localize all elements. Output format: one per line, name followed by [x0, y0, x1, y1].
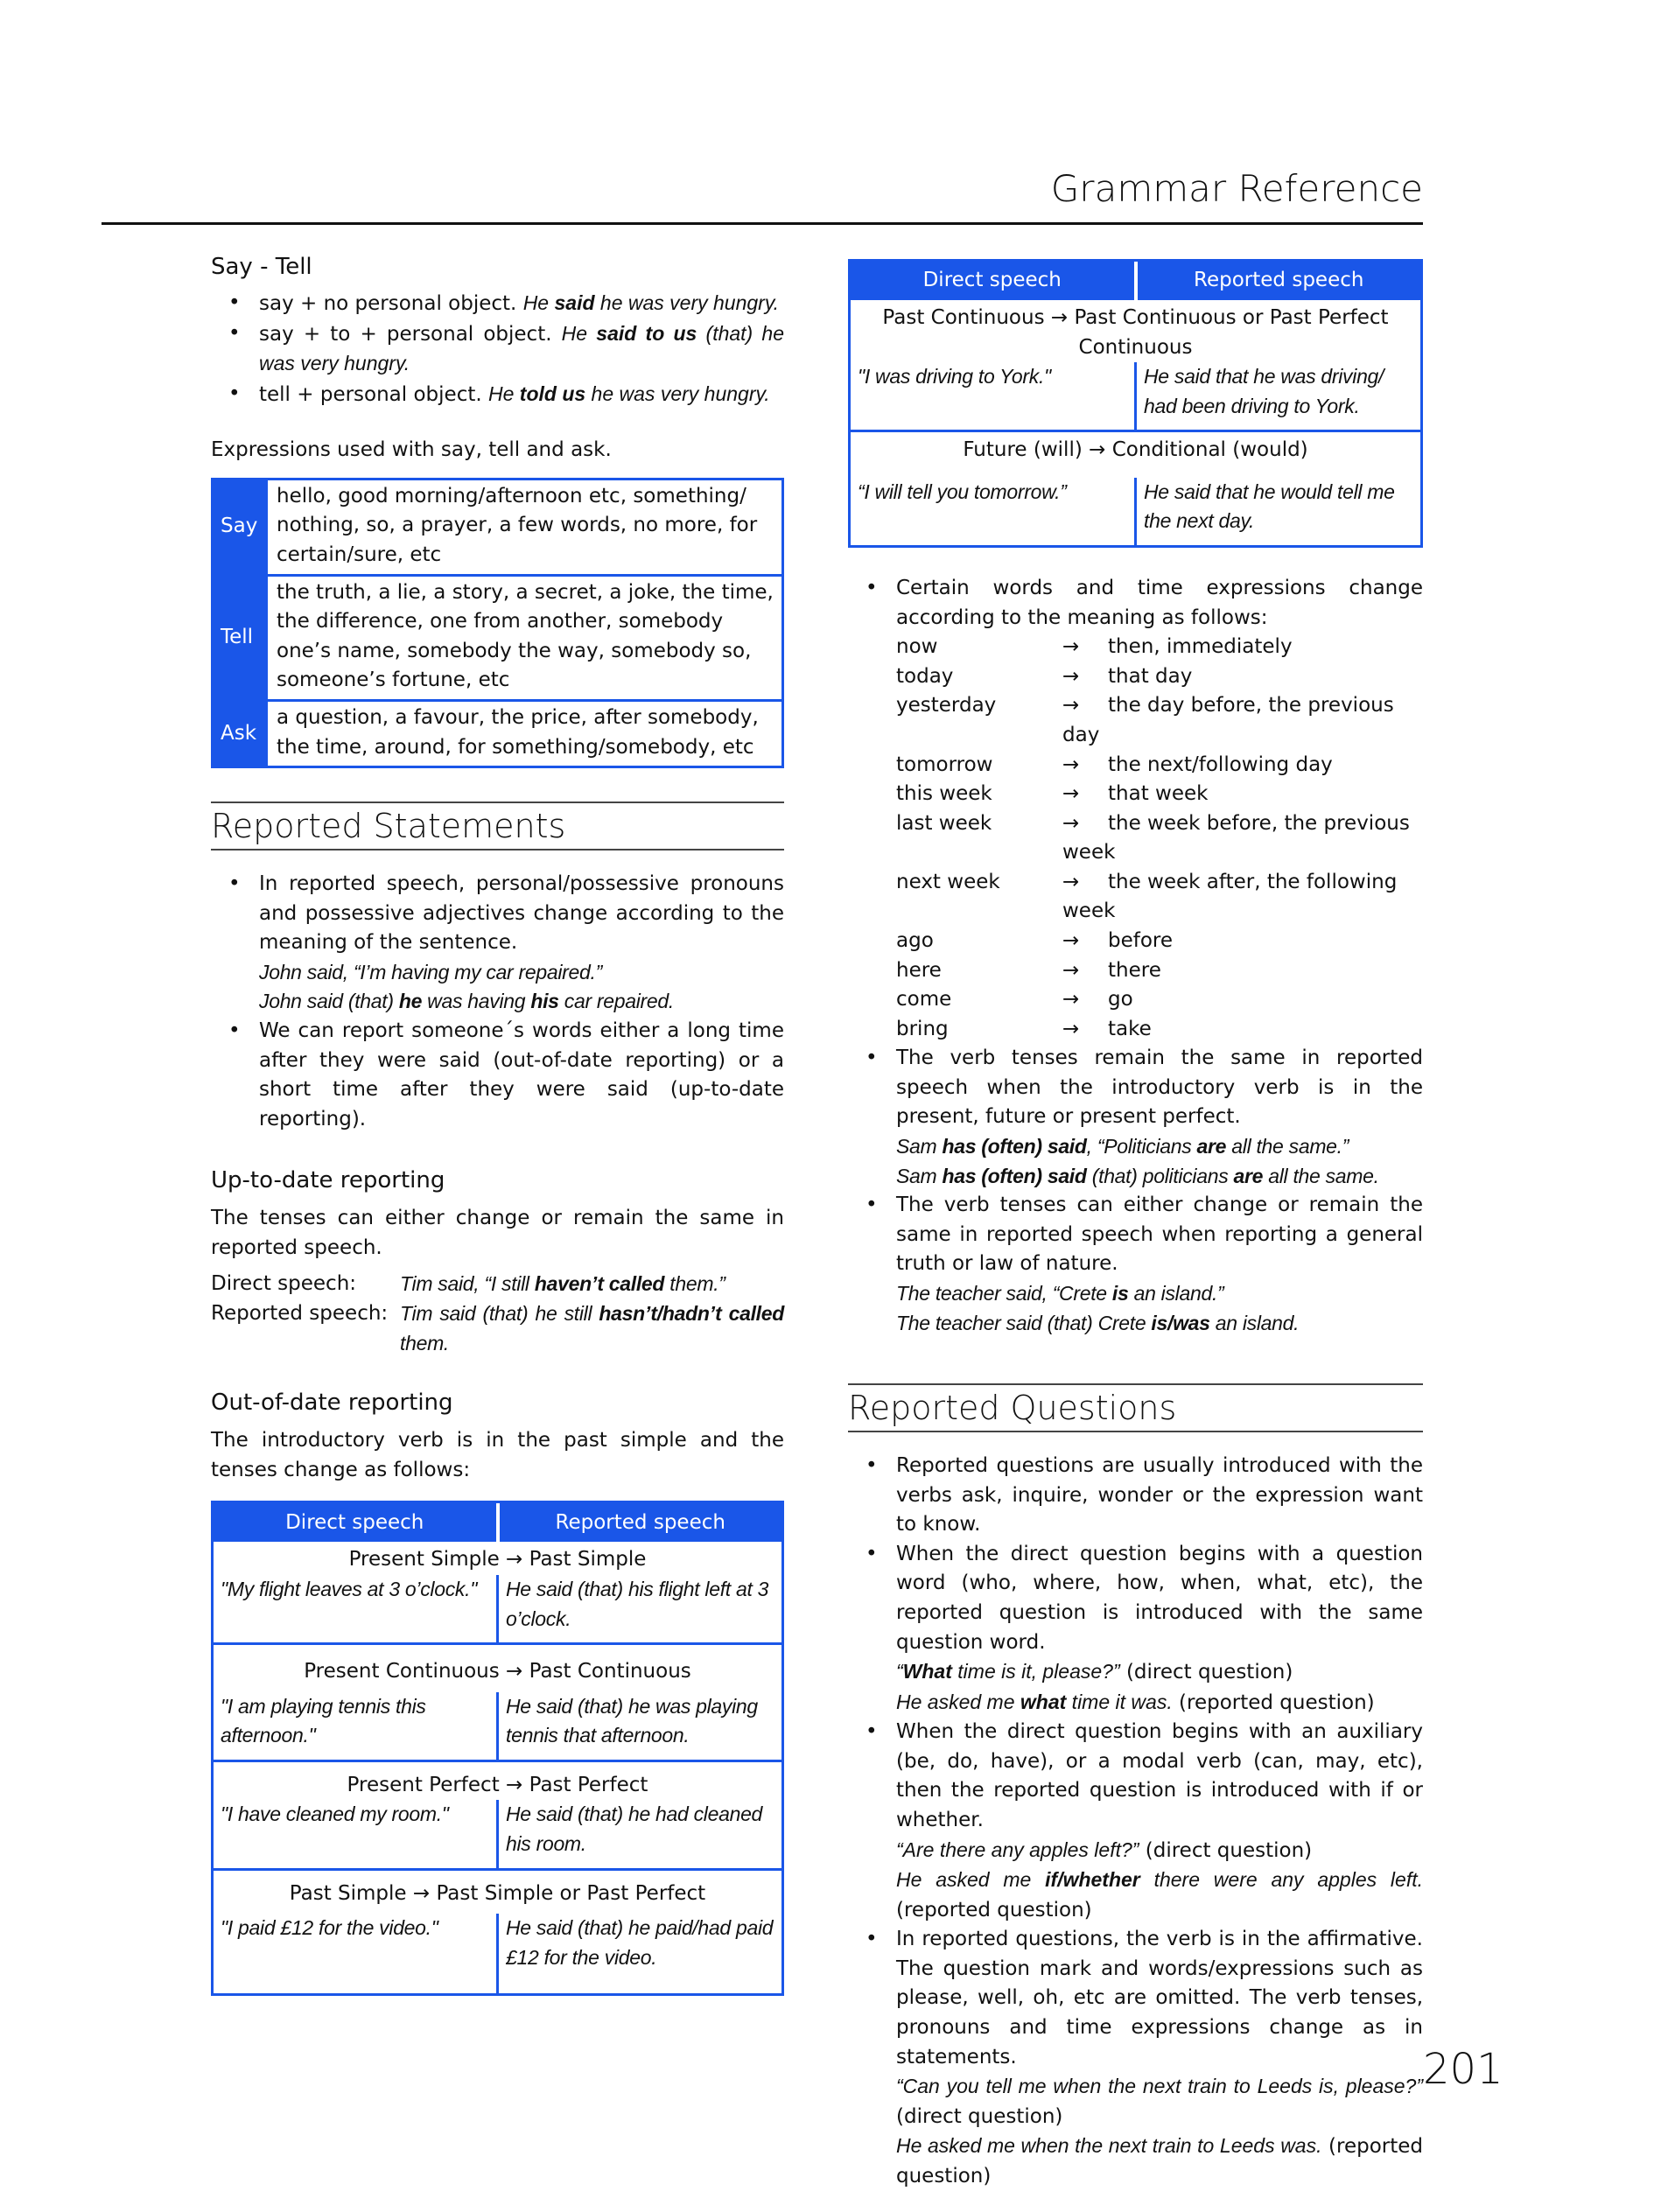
example	[896, 2072, 1423, 2132]
list-item	[211, 380, 784, 410]
column-header: Direct speech	[851, 262, 1138, 300]
map-to	[1062, 662, 1423, 692]
time-to: there	[1108, 958, 1161, 982]
table-cells	[851, 478, 1420, 545]
list-item	[848, 1044, 1423, 1191]
reported-example	[400, 1299, 784, 1358]
example	[896, 1162, 1423, 1192]
reported-cell: He said (that) he had cleaned his room.	[506, 1802, 763, 1855]
arrow-icon: →	[1062, 782, 1080, 806]
example-part: all the same.	[1263, 1164, 1379, 1187]
time-to: before	[1108, 928, 1174, 952]
example-part: The teacher said, “Crete	[896, 1281, 1112, 1305]
keyword: may	[1315, 1749, 1360, 1773]
example-part: Tim said (that) he still	[400, 1302, 599, 1326]
text: .	[605, 438, 612, 462]
text: , etc), the reported question is introduced with the same question word.	[896, 1572, 1424, 1654]
table-cells	[214, 1914, 781, 1993]
tense-rule: Present Perfect → Past Perfect	[347, 1773, 648, 1796]
expressions-intro	[211, 436, 784, 466]
example-italic: “Can you tell me when the next train to Leeds is, please?”	[896, 2075, 1423, 2098]
arrow-icon: →	[1062, 988, 1080, 1012]
example-part: he was very hungry.	[585, 382, 770, 405]
text: , etc are omitted. The verb tenses, pronouns and time expressions change as in statements.	[896, 1986, 1424, 2068]
example-bold: haven’t called	[534, 1272, 665, 1296]
text: , etc), then the reported question is introduced with	[896, 1749, 1423, 1802]
left-column	[211, 252, 784, 1996]
map-from	[896, 927, 1062, 956]
time-expressions-list	[848, 574, 1423, 633]
keyword: ask	[961, 1483, 997, 1507]
arrow-icon: →	[1062, 811, 1080, 835]
map-from	[896, 633, 1062, 662]
example-part: all the same.”	[1226, 1135, 1349, 1158]
list-item	[848, 1925, 1423, 2191]
text: ,	[996, 1483, 1013, 1507]
time-to: the next/following day	[1108, 752, 1333, 776]
arrow-icon: →	[1062, 635, 1080, 659]
list-item	[848, 1540, 1423, 1718]
example-italic	[896, 1868, 1423, 1891]
time-to: the week before, the previous week	[1062, 811, 1410, 864]
time-to: take	[1108, 1017, 1152, 1040]
arrow-icon: →	[1062, 694, 1080, 718]
map-from	[896, 809, 1062, 868]
map-from	[896, 1015, 1062, 1045]
up-to-date-text: The tenses can either change or remain the same in reported speech.	[211, 1207, 784, 1259]
table-cells	[214, 1575, 781, 1642]
text: or the expression	[1173, 1483, 1374, 1507]
reported-questions-title: Reported Questions	[848, 1383, 1423, 1432]
say-tell-list	[211, 289, 784, 410]
up-to-date-heading: Up-to-date reporting	[211, 1167, 445, 1194]
say-tell-heading: Say - Tell	[211, 254, 312, 280]
text: ,	[1094, 1572, 1118, 1595]
map-from	[896, 691, 1062, 750]
direct-cell: "I have cleaned my room."	[214, 1800, 499, 1867]
direct-cell: "I was driving to York."	[851, 362, 1137, 430]
tense-table-continued	[848, 259, 1423, 548]
map-to	[1062, 809, 1423, 868]
keyword: oh	[1033, 1986, 1059, 2010]
table-row	[214, 1542, 781, 1642]
text: or	[1392, 1779, 1424, 1802]
keyword: what	[1257, 1572, 1307, 1595]
map-to	[1062, 633, 1423, 662]
example-part: an island.	[1209, 1311, 1300, 1334]
example	[488, 382, 770, 405]
example-part: time is it, please?”	[951, 1660, 1120, 1684]
time-from: bring	[896, 1017, 949, 1040]
keyword: say	[440, 438, 476, 462]
direct-cell: “I will tell you tomorrow.”	[851, 478, 1137, 545]
right-column	[848, 259, 1423, 2192]
example-part: was having	[422, 990, 531, 1013]
reported-cell: He said (that) he was playing tennis that afternoon.	[506, 1694, 758, 1747]
text: ,	[475, 438, 489, 462]
arrow-icon: →	[1062, 1017, 1080, 1040]
example-part: (that) politicians	[1086, 1164, 1234, 1187]
direct-label: Direct speech:	[211, 1272, 357, 1296]
example-part: Tim said, “I still	[400, 1272, 535, 1296]
example-part: The teacher said (that) Crete	[896, 1311, 1152, 1334]
map-from	[896, 751, 1062, 780]
example-bold: has (often) said	[942, 1135, 1087, 1158]
page-title: Grammar Reference	[1050, 167, 1423, 210]
example-part: (that) he was very hungry.	[259, 321, 785, 375]
rule-text: say + to + personal object.	[259, 322, 562, 346]
text: ), or a modal verb (	[1040, 1749, 1262, 1773]
map-to	[1062, 751, 1423, 780]
example-bold: are	[1233, 1164, 1264, 1187]
table-row	[851, 430, 1420, 545]
keyword: well	[978, 1986, 1018, 2010]
rule-text: say + no personal object.	[259, 292, 523, 315]
map-to	[1062, 868, 1423, 927]
table-key: Ask	[214, 702, 268, 766]
text: ,	[962, 1986, 978, 2010]
reported-cell: He said that he would tell me the next day.	[1144, 480, 1395, 533]
keyword: when	[1180, 1572, 1236, 1595]
time-from: tomorrow	[896, 752, 993, 776]
keyword: who	[969, 1572, 1011, 1595]
page-number: 201	[1423, 2045, 1503, 2094]
example-note: (direct question)	[896, 2104, 1063, 2128]
text: ,	[1017, 1986, 1034, 2010]
example-bold: he	[398, 990, 423, 1013]
text: and	[520, 438, 571, 462]
direct-example	[400, 1270, 784, 1299]
example-italic	[896, 1690, 1173, 1713]
text: ,	[1158, 1572, 1181, 1595]
keyword: tell	[488, 438, 521, 462]
bullet-text: The verb tenses remain the same in reported speech when the introductory verb is in the present, future or present perfect.	[896, 1046, 1423, 1129]
table-value: the truth, a lie, a story, a secret, a joke, the time, the difference, one from another, somebody one’s name, somebody the way, somebody so, someone’s fortune, etc	[277, 580, 774, 692]
map-from	[896, 662, 1062, 692]
reported-cell: He said (that) his flight left at 3 o’clock.	[506, 1577, 769, 1630]
column-header: Reported speech	[555, 1510, 725, 1534]
reported-statements-title: Reported Statements	[211, 802, 784, 850]
table-row	[214, 1642, 781, 1760]
example-part: them.”	[664, 1272, 725, 1296]
tense-rules-list	[848, 1044, 1423, 1338]
example-bold: is	[1111, 1281, 1129, 1305]
example	[896, 1836, 1423, 1866]
table-row	[214, 1760, 781, 1868]
list-item	[211, 870, 784, 1017]
example-part: time it was.	[1066, 1690, 1173, 1713]
text: Expressions used with	[211, 438, 441, 462]
example	[896, 2132, 1423, 2191]
example-note: (reported question)	[896, 2135, 1423, 2188]
list-item	[848, 1191, 1423, 1338]
table-header	[851, 262, 1420, 300]
list-item	[211, 319, 784, 380]
text: .	[974, 1513, 981, 1536]
example-note: (reported question)	[896, 1898, 1092, 1922]
keyword: if	[1380, 1779, 1393, 1802]
example-bold: are	[1196, 1135, 1227, 1158]
map-to	[1062, 927, 1423, 956]
text: ,	[1010, 1572, 1034, 1595]
example	[523, 291, 779, 314]
arrow-icon: →	[1062, 928, 1080, 952]
text: .	[977, 1809, 984, 1832]
bullet-text: The verb tenses can either change or remain the same in reported speech when reporting a general truth or law of nature.	[896, 1194, 1423, 1276]
text: ,	[972, 1749, 991, 1773]
keyword: please	[896, 1986, 963, 2010]
column-header: Reported speech	[1194, 269, 1364, 292]
table-value: a question, a favour, the price, after somebody, the time, around, for something/somebody, etc	[277, 705, 759, 759]
example-bold: said	[554, 291, 595, 314]
example	[896, 1688, 1423, 1718]
example	[896, 1309, 1423, 1339]
time-from: last week	[896, 811, 992, 835]
time-from: yesterday	[896, 694, 997, 718]
table-value: hello, good morning/afternoon etc, something/ nothing, so, a prayer, a few words, no more, for certain/sure, etc	[277, 484, 758, 567]
example: John said, “I’m having my car repaired.”	[259, 960, 602, 984]
time-from: come	[896, 988, 952, 1012]
direct-cell: "I paid £12 for the video."	[214, 1914, 499, 1993]
example	[896, 1132, 1423, 1162]
keyword: do	[947, 1749, 973, 1773]
example-bold: is/was	[1151, 1311, 1210, 1334]
time-expression-map	[848, 633, 1423, 1044]
example	[896, 1279, 1423, 1309]
example-part: He asked me	[896, 1868, 1046, 1892]
example-bold: has (often) said	[942, 1164, 1087, 1187]
say-tell-ask-table	[211, 478, 784, 768]
example-note: (direct question)	[1139, 1838, 1313, 1862]
map-to	[1062, 956, 1423, 986]
table-row	[851, 300, 1420, 430]
table-cells	[214, 1800, 781, 1867]
keyword: inquire	[1012, 1483, 1083, 1507]
table-key: Say	[214, 480, 268, 574]
list-item: • Certain words and time expressions change according to the meaning as follows:	[848, 574, 1423, 633]
map-from	[896, 780, 1062, 809]
example-bold: told us	[519, 382, 586, 405]
keyword: how	[1117, 1572, 1159, 1595]
time-to: then, immediately	[1108, 635, 1293, 659]
reported-statements-list	[211, 870, 784, 1134]
example-bold: what	[1020, 1690, 1067, 1713]
map-to	[1062, 985, 1423, 1015]
speech-example	[211, 1270, 784, 1358]
direct-cell: "I am playing tennis this afternoon."	[214, 1692, 499, 1760]
map-to	[1062, 1015, 1423, 1045]
time-from: now	[896, 635, 938, 659]
example-bold: What	[902, 1660, 952, 1684]
keyword: ask	[571, 438, 606, 462]
text: Reported questions are usually introduced with the verbs	[896, 1454, 1423, 1507]
example	[896, 1657, 1423, 1688]
keyword: want to know	[896, 1483, 1423, 1536]
reported-questions-list	[848, 1452, 1423, 2191]
tense-rule: Past Continuous → Past Continuous or Past Perfect Continuous	[882, 306, 1389, 359]
example-part: , “Politicians	[1086, 1135, 1197, 1158]
table-row	[214, 574, 781, 699]
time-from: here	[896, 958, 942, 982]
time-to: that week	[1108, 782, 1209, 806]
example-part: Sam	[896, 1164, 943, 1187]
example-bold: his	[530, 990, 559, 1013]
time-to: the day before, the previous day	[1062, 694, 1394, 746]
time-from: today	[896, 664, 954, 688]
time-from: this week	[896, 782, 992, 806]
tense-table	[211, 1501, 784, 1996]
text: ,	[1235, 1572, 1258, 1595]
example-italic: “Are there any apples left?”	[896, 1838, 1139, 1861]
example-bold: if/whether	[1045, 1868, 1140, 1892]
direct-cell: "My flight leaves at 3 o’clock."	[214, 1575, 499, 1642]
map-to	[1062, 691, 1423, 750]
example-part: He	[487, 382, 520, 405]
text: In reported questions, the verb is in the affirmative. The question mark and words/expressions such as	[896, 1928, 1423, 1980]
tense-rule: Present Simple → Past Simple	[348, 1548, 647, 1572]
reported-cell: He said (that) he paid/had paid £12 for the video.	[506, 1916, 774, 1969]
text: When the direct question begins with an auxiliary (	[896, 1720, 1423, 1773]
example-part: He asked me	[896, 1690, 1020, 1713]
reported-label: Reported speech:	[211, 1302, 389, 1326]
example	[896, 1866, 1423, 1925]
example-bold: hasn’t/hadn’t called	[599, 1302, 784, 1326]
text: ,	[1082, 1483, 1098, 1507]
out-of-date-text: The introductory verb is in the past simple and the tenses change as follows:	[211, 1429, 784, 1481]
list-item	[848, 1452, 1423, 1540]
time-from: ago	[896, 928, 934, 952]
map-from	[896, 956, 1062, 986]
rule-text: tell + personal object.	[259, 382, 488, 406]
list-item	[848, 1718, 1423, 1925]
keyword: wonder	[1097, 1483, 1174, 1507]
table-row	[214, 1868, 781, 1994]
example-part: car repaired.	[558, 990, 674, 1013]
example-bold: said to us	[596, 321, 697, 345]
example-part: Sam	[896, 1135, 943, 1158]
example-note: (reported question)	[1172, 1690, 1375, 1714]
page-header	[102, 166, 1423, 225]
time-from: next week	[896, 870, 1000, 893]
table-cells	[851, 362, 1420, 430]
keyword: be	[903, 1749, 929, 1773]
example-italic	[896, 1660, 1120, 1683]
example-part: them.	[400, 1331, 450, 1354]
reported-cell: He said that he was driving/ had been driving to York.	[1144, 365, 1384, 417]
arrow-icon: →	[1062, 664, 1080, 688]
list-item	[211, 289, 784, 319]
map-from	[896, 985, 1062, 1015]
table-key: Tell	[214, 577, 268, 699]
text: When the direct question begins with a question word (	[896, 1542, 1423, 1595]
arrow-icon: →	[1062, 870, 1080, 893]
table-row	[214, 480, 781, 574]
example-part: He	[561, 321, 597, 345]
example-part: he was very hungry.	[594, 291, 780, 314]
text: ,	[1297, 1749, 1316, 1773]
bullet-text: In reported speech, personal/possessive pronouns and possessive adjectives change according to the meaning of the sentence.	[259, 872, 784, 955]
out-of-date-heading: Out-of-date reporting	[211, 1390, 453, 1417]
example-part: He	[522, 291, 555, 314]
map-from	[896, 868, 1062, 927]
arrow-icon: →	[1062, 752, 1080, 776]
time-to: that day	[1108, 664, 1193, 688]
example-note: (direct question)	[1119, 1661, 1293, 1684]
time-to: the week after, the following week	[1062, 870, 1398, 923]
tense-rule: Future (will) → Conditional (would)	[963, 438, 1308, 462]
keyword: have	[990, 1749, 1041, 1773]
tense-rule: Present Continuous → Past Continuous	[304, 1660, 691, 1684]
table-header	[214, 1503, 781, 1542]
table-row	[214, 699, 781, 766]
example-part: “	[896, 1660, 903, 1684]
keyword: whether	[896, 1809, 978, 1832]
keyword: can	[1261, 1749, 1298, 1773]
text: ,	[929, 1749, 948, 1773]
example-italic: He asked me when the next train to Leeds was.	[896, 2134, 1322, 2158]
time-to: go	[1108, 988, 1133, 1012]
example-part: there were any apples left.	[1139, 1868, 1423, 1892]
tense-rule: Past Simple → Past Simple or Past Perfect	[289, 1881, 706, 1905]
map-to	[1062, 780, 1423, 809]
example-part: John said (that)	[259, 990, 399, 1013]
keyword: where	[1033, 1572, 1095, 1595]
column-header: Direct speech	[214, 1503, 500, 1542]
arrow-icon: →	[1062, 958, 1080, 982]
list-item: • We can report someone´s words either a long time after they were said (out-of-date reporting) or a short time after they were said (up-to-date reporting).	[211, 1017, 784, 1134]
example-part: an island.”	[1128, 1281, 1224, 1305]
example	[259, 987, 784, 1017]
table-cells	[214, 1692, 781, 1760]
